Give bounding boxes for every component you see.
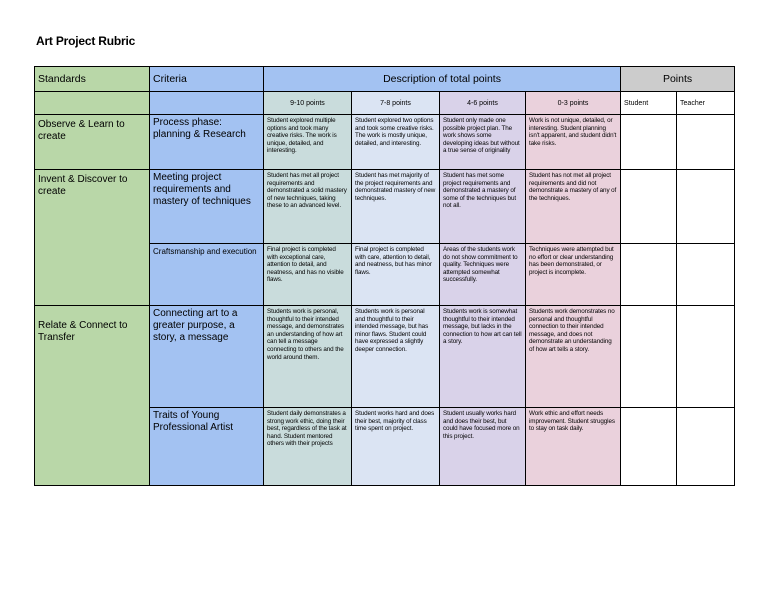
teacher-score-cell[interactable] <box>677 170 735 244</box>
teacher-score-cell[interactable] <box>677 306 735 408</box>
criterion-cell: Craftsmanship and execution <box>150 244 264 306</box>
standards-header: Standards <box>35 67 150 92</box>
description-cell: Student explored two options and took some creative risks. The work is mostly unique, detailed, and interesting. <box>352 115 440 170</box>
header-row <box>35 67 735 92</box>
description-cell: Students work is personal and thoughtful to their intended message, but has minor flaws. Student could have expressed a slightly deeper connection. <box>352 306 440 408</box>
student-points-header: Student <box>621 92 677 115</box>
description-cell: Work ethic and effort needs improvement. Student struggles to stay on task daily. <box>526 408 621 486</box>
description-cell: Student has met all project requirements and demonstrated a solid mastery of new techniques, taking these to an advanced level. <box>264 170 352 244</box>
description-cell: Student has not met all project requirements and did not demonstrate a mastery of any of the techniques. <box>526 170 621 244</box>
criteria-subheader <box>150 92 264 115</box>
standard-cell: Relate & Connect to Transfer <box>35 306 150 486</box>
criterion-cell: Process phase: planning & Research <box>150 115 264 170</box>
criterion-cell: Meeting project requirements and mastery of techniques <box>150 170 264 244</box>
description-cell: Student explored multiple options and took many creative risks. The work is unique, detailed, and interesting. <box>264 115 352 170</box>
level-4-6-header: 4-6 points <box>440 92 526 115</box>
criteria-header: Criteria <box>150 67 264 92</box>
description-cell: Student has met majority of the project requirements and demonstrated mastery of new techniques. <box>352 170 440 244</box>
rubric-row <box>35 306 735 408</box>
page-title: Art Project Rubric <box>36 34 136 48</box>
teacher-score-cell[interactable] <box>677 408 735 486</box>
description-cell: Final project is completed with care, attention to detail, and neatness, but has minor flaws. <box>352 244 440 306</box>
student-score-cell[interactable] <box>621 244 677 306</box>
level-0-3-header: 0-3 points <box>526 92 621 115</box>
criterion-cell: Connecting art to a greater purpose, a story, a message <box>150 306 264 408</box>
description-header: Description of total points <box>264 67 621 92</box>
description-cell: Students work is personal, thoughtful to their intended message, and demonstrates an understanding of how art can tell a message connecting to others and the world around them. <box>264 306 352 408</box>
rubric-table <box>34 66 735 486</box>
description-cell: Student works hard and does their best, majority of class time spent on project. <box>352 408 440 486</box>
student-score-cell[interactable] <box>621 170 677 244</box>
description-cell: Work is not unique, detailed, or interesting. Student planning isn't apparent, and student didn't take risks. <box>526 115 621 170</box>
student-score-cell[interactable] <box>621 408 677 486</box>
student-score-cell[interactable] <box>621 306 677 408</box>
student-score-cell[interactable] <box>621 115 677 170</box>
description-cell: Students work is somewhat thoughtful to their intended message, but lacks in the connection to how art can tell a story. <box>440 306 526 408</box>
level-7-8-header: 7-8 points <box>352 92 440 115</box>
teacher-score-cell[interactable] <box>677 244 735 306</box>
level-9-10-header: 9-10 points <box>264 92 352 115</box>
description-cell: Student daily demonstrates a strong work ethic, doing their best, regardless of the task at hand. Student mentored others with their projects <box>264 408 352 486</box>
teacher-score-cell[interactable] <box>677 115 735 170</box>
description-cell: Areas of the students work do not show commitment to quality. Techniques were attempted somewhat successfully. <box>440 244 526 306</box>
rubric-row <box>35 115 735 170</box>
points-header: Points <box>621 67 735 92</box>
criterion-cell: Traits of Young Professional Artist <box>150 408 264 486</box>
description-cell: Students work demonstrates no personal and thoughtful connection to their intended message, and does not demonstrate an understanding of how art tells a story. <box>526 306 621 408</box>
rubric-row <box>35 170 735 244</box>
teacher-points-header: Teacher <box>677 92 735 115</box>
standard-cell: Invent & Discover to create <box>35 170 150 306</box>
description-cell: Final project is completed with exceptional care, attention to detail, and neatness, and has no visible flaws. <box>264 244 352 306</box>
description-cell: Student usually works hard and does their best, but could have focused more on this project. <box>440 408 526 486</box>
subheader-row <box>35 92 735 115</box>
description-cell: Techniques were attempted but no effort or clear understanding has been demonstrated, or project is incomplete. <box>526 244 621 306</box>
standard-cell: Observe & Learn to create <box>35 115 150 170</box>
description-cell: Student has met some project requirements and demonstrated a mastery of some of the techniques but not all. <box>440 170 526 244</box>
description-cell: Student only made one possible project plan. The work shows some developing ideas but without a true sense of originality <box>440 115 526 170</box>
standards-subheader <box>35 92 150 115</box>
